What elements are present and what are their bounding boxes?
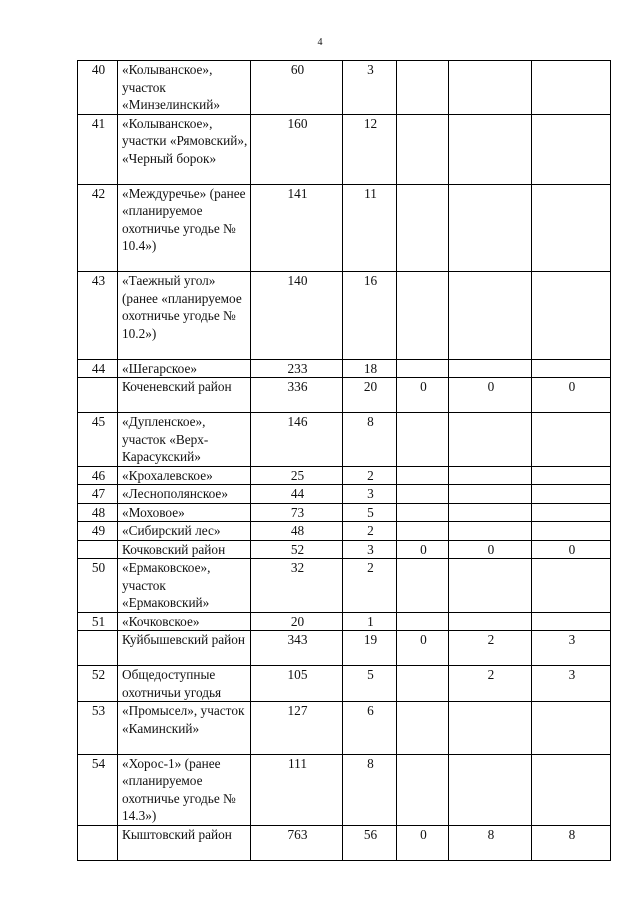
value-cell-1: 140 (251, 272, 343, 360)
value-cell-2: 5 (343, 503, 397, 522)
value-cell-2: 5 (343, 666, 397, 702)
table-row (78, 272, 611, 360)
value-cell-4 (449, 359, 532, 378)
table-row (78, 485, 611, 504)
value-cell-4 (449, 184, 532, 272)
value-cell-1: 105 (251, 666, 343, 702)
value-cell-3: 0 (397, 825, 449, 860)
hunting-ground-name: «Промысел», участок «Каминский» (118, 702, 251, 755)
value-cell-3 (397, 466, 449, 485)
hunting-ground-name: «Крохалевское» (118, 466, 251, 485)
value-cell-1: 32 (251, 559, 343, 613)
value-cell-3 (397, 612, 449, 631)
value-cell-3 (397, 114, 449, 184)
row-number: 50 (78, 559, 118, 613)
value-cell-1: 25 (251, 466, 343, 485)
value-cell-5 (532, 754, 611, 825)
value-cell-5 (532, 559, 611, 613)
value-cell-4: 2 (449, 631, 532, 666)
value-cell-4 (449, 754, 532, 825)
table-row (78, 540, 611, 559)
row-number: 52 (78, 666, 118, 702)
table-row (78, 666, 611, 702)
value-cell-5 (532, 114, 611, 184)
value-cell-5 (532, 466, 611, 485)
value-cell-5 (532, 485, 611, 504)
value-cell-5 (532, 612, 611, 631)
value-cell-5 (532, 702, 611, 755)
value-cell-3 (397, 522, 449, 541)
table-row (78, 631, 611, 666)
value-cell-4 (449, 272, 532, 360)
value-cell-5 (532, 272, 611, 360)
value-cell-2: 56 (343, 825, 397, 860)
hunting-ground-name: «Кочковское» (118, 612, 251, 631)
value-cell-4 (449, 503, 532, 522)
hunting-ground-name: «Таежный угол» (ранее «планируемое охотничье угодье № 10.2») (118, 272, 251, 360)
value-cell-5 (532, 359, 611, 378)
value-cell-2: 20 (343, 378, 397, 413)
row-number (78, 540, 118, 559)
row-number: 40 (78, 61, 118, 115)
value-cell-1: 52 (251, 540, 343, 559)
value-cell-3 (397, 359, 449, 378)
value-cell-3 (397, 503, 449, 522)
hunting-ground-name: «Шегарское» (118, 359, 251, 378)
value-cell-4 (449, 61, 532, 115)
value-cell-4: 8 (449, 825, 532, 860)
value-cell-3 (397, 702, 449, 755)
hunting-ground-name: «Дупленское», участок «Верх-Карасукский» (118, 413, 251, 467)
value-cell-1: 73 (251, 503, 343, 522)
table-row (78, 466, 611, 485)
value-cell-3 (397, 61, 449, 115)
hunting-ground-name: Куйбышевский район (118, 631, 251, 666)
hunting-ground-name: Коченевский район (118, 378, 251, 413)
hunting-ground-name: «Колыванское», участки «Рямовский», «Черный борок» (118, 114, 251, 184)
value-cell-4: 2 (449, 666, 532, 702)
value-cell-5: 3 (532, 631, 611, 666)
row-number: 54 (78, 754, 118, 825)
hunting-ground-name: Общедоступные охотничьи угодья (118, 666, 251, 702)
value-cell-2: 3 (343, 485, 397, 504)
table-row (78, 754, 611, 825)
hunting-grounds-table (77, 60, 611, 861)
value-cell-4 (449, 559, 532, 613)
row-number: 51 (78, 612, 118, 631)
value-cell-1: 233 (251, 359, 343, 378)
hunting-ground-name: «Ермаковское», участок «Ермаковский» (118, 559, 251, 613)
value-cell-1: 111 (251, 754, 343, 825)
value-cell-4 (449, 612, 532, 631)
table-row (78, 413, 611, 467)
table-row (78, 702, 611, 755)
value-cell-4: 0 (449, 540, 532, 559)
value-cell-4 (449, 702, 532, 755)
hunting-ground-name: «Хорос-1» (ранее «планируемое охотничье угодье № 14.3») (118, 754, 251, 825)
value-cell-2: 19 (343, 631, 397, 666)
value-cell-1: 146 (251, 413, 343, 467)
value-cell-2: 2 (343, 559, 397, 613)
table-row (78, 522, 611, 541)
value-cell-3 (397, 666, 449, 702)
value-cell-2: 16 (343, 272, 397, 360)
value-cell-2: 8 (343, 413, 397, 467)
hunting-ground-name: «Леснополянское» (118, 485, 251, 504)
value-cell-3: 0 (397, 631, 449, 666)
hunting-ground-name: «Междуречье» (ранее «планируемое охотничье угодье № 10.4») (118, 184, 251, 272)
value-cell-1: 48 (251, 522, 343, 541)
value-cell-3 (397, 184, 449, 272)
table-row (78, 559, 611, 613)
page-number: 4 (317, 37, 323, 48)
value-cell-2: 11 (343, 184, 397, 272)
value-cell-2: 18 (343, 359, 397, 378)
row-number: 45 (78, 413, 118, 467)
value-cell-5: 8 (532, 825, 611, 860)
value-cell-2: 12 (343, 114, 397, 184)
value-cell-4 (449, 466, 532, 485)
value-cell-3 (397, 559, 449, 613)
table-row (78, 503, 611, 522)
hunting-ground-name: Кыштовский район (118, 825, 251, 860)
row-number: 42 (78, 184, 118, 272)
row-number: 53 (78, 702, 118, 755)
value-cell-5 (532, 503, 611, 522)
row-number: 44 (78, 359, 118, 378)
table-row (78, 359, 611, 378)
value-cell-2: 3 (343, 540, 397, 559)
hunting-ground-name: «Моховое» (118, 503, 251, 522)
hunting-ground-name: Кочковский район (118, 540, 251, 559)
row-number: 48 (78, 503, 118, 522)
row-number: 49 (78, 522, 118, 541)
table-row (78, 114, 611, 184)
value-cell-1: 336 (251, 378, 343, 413)
value-cell-5 (532, 61, 611, 115)
value-cell-5: 0 (532, 540, 611, 559)
value-cell-2: 1 (343, 612, 397, 631)
value-cell-5: 3 (532, 666, 611, 702)
value-cell-4: 0 (449, 378, 532, 413)
hunting-ground-name: «Колыванское», участок «Минзелинский» (118, 61, 251, 115)
table-row (78, 184, 611, 272)
value-cell-1: 160 (251, 114, 343, 184)
value-cell-3 (397, 754, 449, 825)
value-cell-5 (532, 413, 611, 467)
row-number: 41 (78, 114, 118, 184)
value-cell-4 (449, 413, 532, 467)
value-cell-3 (397, 272, 449, 360)
row-number (78, 825, 118, 860)
value-cell-1: 44 (251, 485, 343, 504)
value-cell-1: 20 (251, 612, 343, 631)
value-cell-1: 343 (251, 631, 343, 666)
value-cell-2: 2 (343, 522, 397, 541)
table-row (78, 825, 611, 860)
value-cell-2: 6 (343, 702, 397, 755)
value-cell-3: 0 (397, 378, 449, 413)
value-cell-1: 60 (251, 61, 343, 115)
table-row (78, 612, 611, 631)
value-cell-3 (397, 485, 449, 504)
table-row (78, 61, 611, 115)
value-cell-2: 3 (343, 61, 397, 115)
row-number: 46 (78, 466, 118, 485)
hunting-ground-name: «Сибирский лес» (118, 522, 251, 541)
value-cell-1: 763 (251, 825, 343, 860)
table-row (78, 378, 611, 413)
value-cell-5 (532, 522, 611, 541)
value-cell-4 (449, 522, 532, 541)
row-number: 47 (78, 485, 118, 504)
value-cell-3 (397, 413, 449, 467)
value-cell-4 (449, 114, 532, 184)
value-cell-2: 2 (343, 466, 397, 485)
value-cell-1: 127 (251, 702, 343, 755)
row-number (78, 631, 118, 666)
value-cell-2: 8 (343, 754, 397, 825)
value-cell-5: 0 (532, 378, 611, 413)
row-number (78, 378, 118, 413)
value-cell-4 (449, 485, 532, 504)
value-cell-1: 141 (251, 184, 343, 272)
value-cell-5 (532, 184, 611, 272)
row-number: 43 (78, 272, 118, 360)
value-cell-3: 0 (397, 540, 449, 559)
